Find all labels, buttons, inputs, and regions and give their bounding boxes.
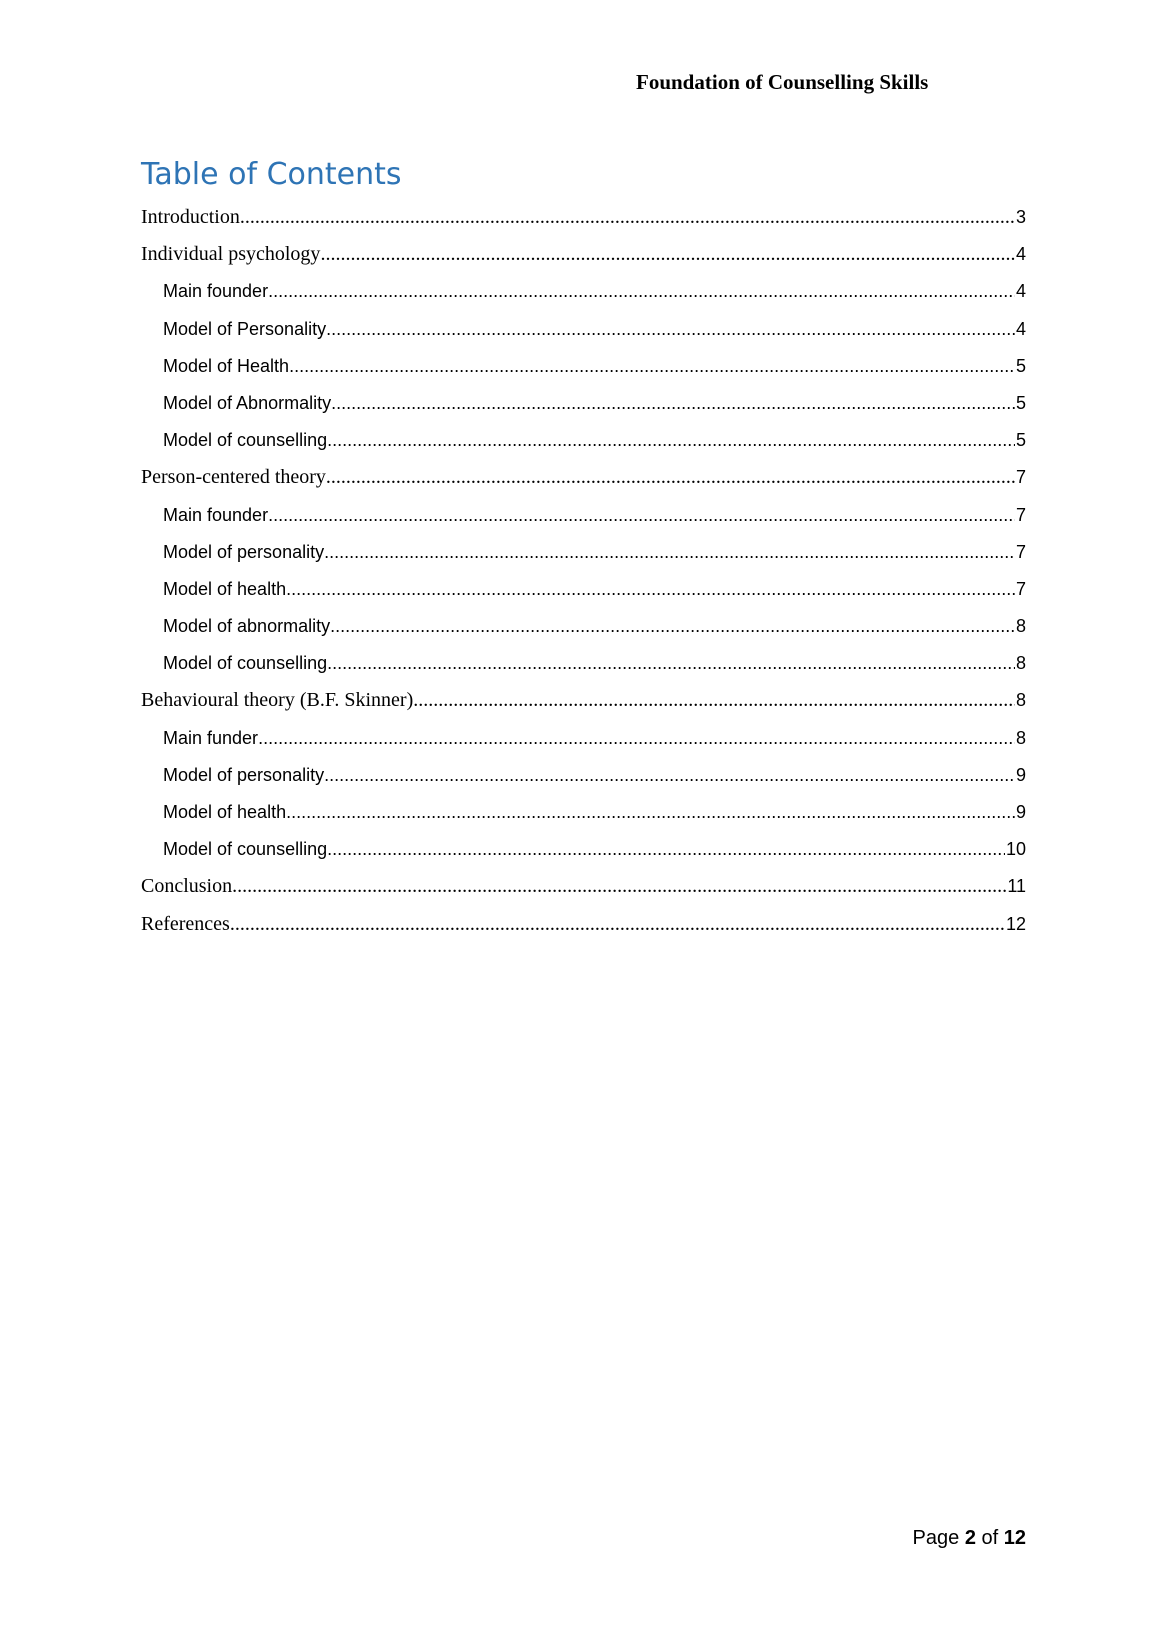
toc-entry-label: Model of health <box>163 802 287 822</box>
toc-entry-label: Model of counselling <box>163 839 328 860</box>
toc-dot-leader <box>258 725 1015 751</box>
toc-dot-leader <box>331 390 1015 416</box>
toc-entry[interactable] <box>141 911 1026 948</box>
toc-entry[interactable] <box>141 278 1026 315</box>
footer-page-word: Page <box>912 1527 960 1549</box>
toc-entry-page-number: 9 <box>1015 764 1026 785</box>
toc-dot-leader <box>327 427 1015 453</box>
toc-entry-label: Model of health <box>163 578 287 599</box>
toc-dot-leader <box>240 204 1015 230</box>
toc-entry[interactable] <box>141 241 1026 278</box>
toc-dot-leader <box>326 316 1015 342</box>
toc-dot-leader <box>230 911 1005 937</box>
toc-dot-leader <box>324 762 1015 788</box>
toc-entry-label: Model of counselling <box>163 430 328 451</box>
toc-entry-label: Model of Health <box>163 355 290 376</box>
toc-dot-leader <box>413 687 1015 713</box>
toc-entry-page-number: 4 <box>1015 318 1026 339</box>
toc-entry-page-number: 9 <box>1015 802 1026 822</box>
toc-dot-leader <box>232 873 1006 899</box>
toc-entry-page-number: 7 <box>1015 504 1026 525</box>
footer-of-word: of <box>981 1527 999 1549</box>
toc-entry[interactable] <box>141 687 1026 724</box>
toc-entry-label: Model of counselling <box>163 653 328 674</box>
toc-entry[interactable] <box>141 873 1026 910</box>
toc-entry[interactable] <box>141 539 1026 576</box>
table-of-contents <box>141 204 1026 948</box>
footer-total-pages: 12 <box>1003 1527 1026 1549</box>
toc-entry-label: Model of Personality <box>163 318 327 339</box>
toc-title: Table of Contents <box>141 157 402 192</box>
toc-dot-leader <box>330 613 1015 639</box>
toc-entry[interactable] <box>141 316 1026 353</box>
toc-dot-leader <box>326 464 1015 490</box>
toc-entry-page-number: 5 <box>1015 430 1026 451</box>
toc-entry-page-number: 4 <box>1015 281 1026 302</box>
toc-entry[interactable] <box>141 836 1026 873</box>
toc-entry-page-number: 12 <box>1005 913 1026 934</box>
toc-entry-label: Introduction <box>141 206 240 228</box>
toc-entry-label: Model of personality <box>163 764 325 785</box>
toc-entry-label: Main founder <box>163 281 269 302</box>
toc-entry[interactable] <box>141 204 1026 241</box>
toc-entry[interactable] <box>141 799 1026 836</box>
toc-entry-label: Person-centered theory <box>141 466 326 489</box>
toc-entry[interactable] <box>141 613 1026 650</box>
toc-entry-label: References <box>141 912 230 935</box>
toc-entry[interactable] <box>141 464 1026 501</box>
toc-entry-page-number: 5 <box>1015 392 1026 413</box>
toc-entry-page-number: 4 <box>1015 244 1026 265</box>
toc-entry-page-number: 8 <box>1015 690 1026 711</box>
footer-current-page: 2 <box>964 1527 976 1549</box>
toc-entry-page-number: 11 <box>1007 876 1026 897</box>
toc-entry[interactable] <box>141 502 1026 539</box>
toc-dot-leader <box>327 650 1015 676</box>
toc-entry[interactable] <box>141 650 1026 687</box>
toc-entry[interactable] <box>141 576 1026 613</box>
toc-dot-leader <box>286 576 1015 602</box>
toc-entry-page-number: 8 <box>1015 727 1026 748</box>
toc-dot-leader <box>289 353 1015 379</box>
toc-entry-label: Individual psychology <box>141 243 321 266</box>
toc-dot-leader <box>268 502 1015 528</box>
toc-entry-page-number: 3 <box>1015 207 1026 227</box>
toc-entry[interactable] <box>141 427 1026 464</box>
toc-entry-page-number: 7 <box>1015 541 1026 562</box>
toc-entry[interactable] <box>141 725 1026 762</box>
toc-entry-page-number: 5 <box>1015 355 1026 376</box>
toc-entry-label: Model of Abnormality <box>163 392 332 413</box>
toc-entry[interactable] <box>141 762 1026 799</box>
toc-dot-leader <box>324 539 1015 565</box>
toc-entry-label: Behavioural theory (B.F. Skinner) <box>141 689 414 712</box>
toc-dot-leader <box>268 278 1015 304</box>
toc-entry-label: Model of personality <box>163 541 325 562</box>
toc-dot-leader <box>320 241 1015 267</box>
toc-entry[interactable] <box>141 390 1026 427</box>
toc-entry-label: Main funder <box>163 727 259 748</box>
toc-dot-leader <box>286 799 1015 825</box>
toc-entry-page-number: 8 <box>1015 616 1026 637</box>
page-number-footer <box>913 1527 1026 1550</box>
toc-entry-label: Conclusion <box>141 875 233 898</box>
toc-entry-page-number: 7 <box>1015 467 1026 488</box>
toc-entry[interactable] <box>141 353 1026 390</box>
toc-entry-label: Model of abnormality <box>163 616 331 637</box>
running-header: Foundation of Counselling Skills <box>636 70 929 94</box>
toc-entry-page-number: 10 <box>1005 839 1026 860</box>
toc-entry-page-number: 8 <box>1015 653 1026 674</box>
toc-entry-page-number: 7 <box>1015 578 1026 599</box>
toc-dot-leader <box>327 836 1005 862</box>
toc-entry-label: Main founder <box>163 504 269 525</box>
